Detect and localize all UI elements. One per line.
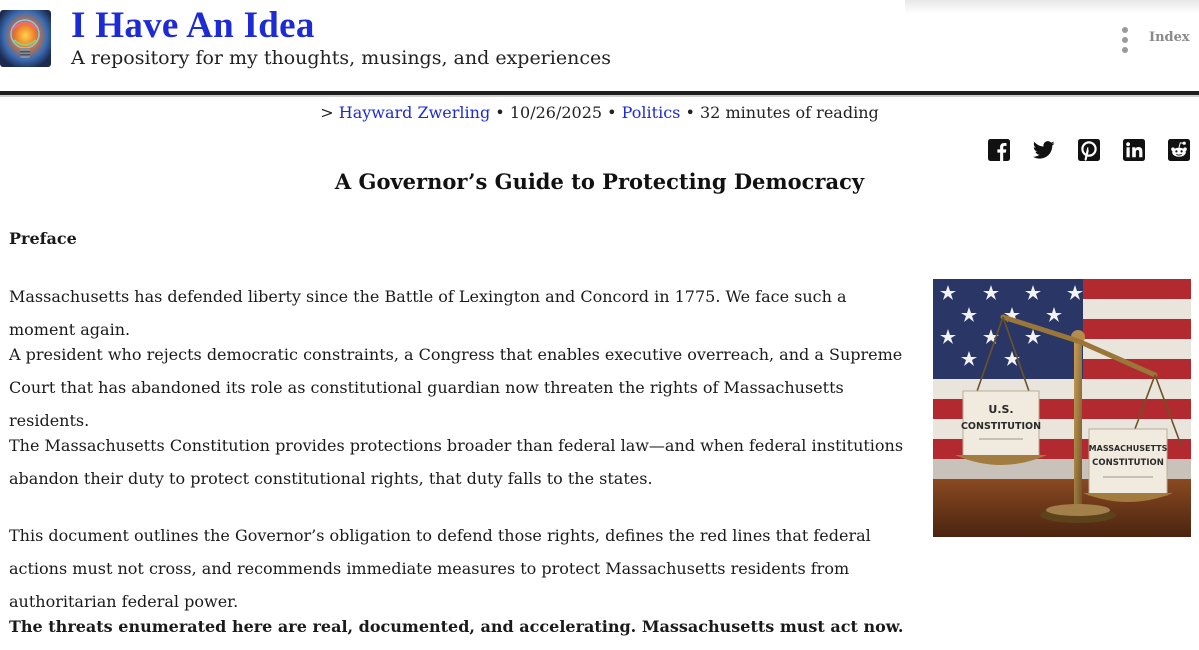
left-sign-line2: CONSTITUTION [960, 421, 1042, 432]
article-image[interactable] [933, 279, 1191, 537]
linkedin-icon[interactable] [1123, 139, 1145, 161]
article-closing: The threats enumerated here are real, documented, and accelerating. Massachusetts must act now. [9, 617, 904, 636]
category-link[interactable]: Politics [621, 103, 681, 122]
meta-separator: • [685, 103, 695, 122]
meta-separator: • [607, 103, 617, 122]
facebook-icon[interactable] [988, 139, 1010, 161]
share-bar [988, 139, 1190, 161]
article-title: A Governor’s Guide to Protecting Democracy [334, 169, 865, 194]
right-sign-line2: CONSTITUTION [1092, 458, 1164, 468]
header-divider-shadow [0, 95, 1199, 97]
site-tagline: A repository for my thoughts, musings, and experiences [71, 47, 611, 69]
meta-separator: • [495, 103, 505, 122]
site-header [0, 0, 1199, 96]
site-logo[interactable] [0, 10, 51, 67]
article-paragraph: Massachusetts has defended liberty since the Battle of Lexington and Concord in 1775. We face such a moment again. [9, 287, 847, 339]
scales-illustration [933, 279, 1191, 537]
reddit-icon[interactable] [1168, 139, 1190, 161]
index-link[interactable]: Index [1149, 30, 1190, 45]
author-link[interactable]: Hayward Zwerling [338, 103, 491, 122]
article-paragraph: A president who rejects democratic constraints, a Congress that enables executive overreach, and a Supreme Court that has abandoned its role as constitutional guardian now threaten the rights of Massachusetts residents. [9, 345, 903, 430]
pinterest-icon[interactable] [1078, 139, 1100, 161]
article-paragraph: The Massachusetts Constitution provides protections broader than federal law—and when federal institutions abandon their duty to protect constitutional rights, that duty falls to the states. [9, 436, 904, 488]
header-shade [905, 0, 1199, 14]
meta-prefix: > [320, 103, 334, 122]
left-sign-line1: U.S. [988, 403, 1014, 416]
twitter-icon[interactable] [1033, 139, 1055, 161]
post-meta [0, 101, 1199, 125]
reading-time: 32 minutes of reading [700, 103, 879, 122]
post-date: 10/26/2025 [509, 103, 603, 122]
site-title[interactable]: I Have An Idea [71, 5, 315, 46]
preface-heading: Preface [9, 229, 77, 248]
more-menu-icon[interactable] [1116, 27, 1134, 53]
right-sign-line1: MASSACHUSETTS [1088, 444, 1168, 453]
article-paragraph: This document outlines the Governor’s obligation to defend those rights, defines the red lines that federal actions must not cross, and recommends immediate measures to protect Massachusetts residents from authoritarian federal power. [9, 526, 871, 611]
